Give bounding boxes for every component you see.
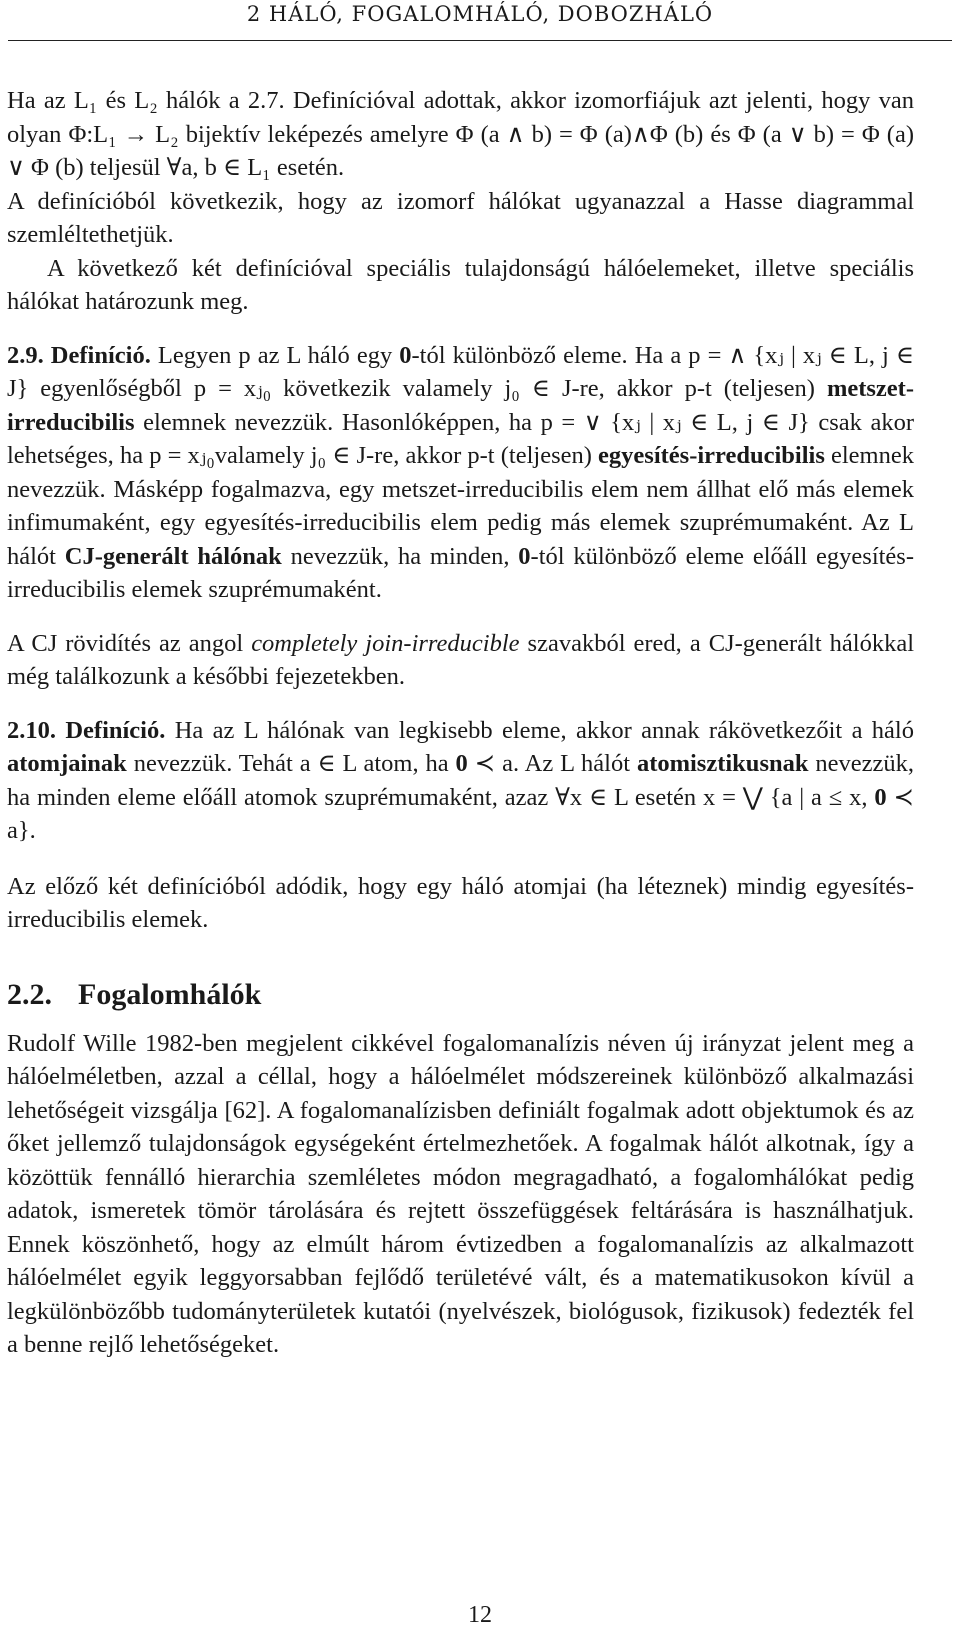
page-number: 12: [468, 1602, 492, 1628]
definition-text: nevezzük, ha minden,: [281, 542, 519, 570]
definition-text: Ha az L hálónak van legkisebb eleme, akkor annak rákövetkezőit a háló: [165, 716, 914, 744]
definition-2-10: [7, 714, 914, 848]
defined-term: atomisztikusnak: [636, 750, 809, 777]
zero-element: 0: [518, 542, 531, 570]
running-header: 2 HÁLÓ, FOGALOMHÁLÓ, DOBOZHÁLÓ: [246, 2, 714, 26]
section-title: Fogalomhálók: [78, 977, 262, 1011]
zero-element: 0: [455, 750, 468, 777]
definition-text: elemnek nevezzük. Hasonlóképpen, ha p = ∨ {xⱼ | xⱼ ∈ L, j ∈ J} csak akor lehetséges, ha p = xⱼ₀valamely j₀ ∈ J-re, akkor p-t (teljesen): [7, 408, 914, 469]
definition-text: -tól különböző eleme előáll egyesítés-irreducibilis elemek szuprémumaként.: [7, 542, 914, 603]
defined-term: metszet-irreducibilis: [7, 375, 914, 436]
definition-text: ≺ a}.: [7, 783, 914, 844]
paragraph-cj-note: [7, 627, 914, 694]
zero-element: 0: [874, 783, 887, 811]
definition-text: -tól különböző eleme. Ha a p = ∧ {xⱼ | xⱼ ∈ L, j ∈ J} egyenlőségből p = xⱼ₀ következik valamely j₀ ∈ J-re, akkor p-t (teljesen): [7, 341, 914, 402]
defined-term: CJ-generált hálónak: [64, 542, 282, 570]
definition-label: 2.10. Definíció.: [7, 716, 166, 744]
defined-term: egyesítés-irreducibilis: [598, 442, 825, 469]
paragraph-hasse: A definícióból következik, hogy az izomorf hálókat ugyanazzal a Hasse diagrammal szemléltethetjük.: [7, 187, 914, 248]
definition-2-9: [7, 339, 914, 607]
italic-term: completely join-irreducible: [251, 629, 520, 657]
paragraph-intro-definitions: A következő két definícióval speciális tulajdonságú hálóelemeket, illetve speciális hálókat határozunk meg.: [7, 254, 914, 315]
note-text: A CJ rövidítés az angol: [7, 629, 252, 657]
zero-element: 0: [399, 341, 412, 369]
section-number: 2.2.: [7, 977, 52, 1011]
header-rule: [8, 40, 952, 41]
definition-text: Legyen p az L háló egy: [150, 341, 400, 369]
paragraph-isomorphism: Ha az L₁ és L₂ hálók a 2.7. Definícióval adottak, akkor izomorfiájuk azt jelenti, hogy van olyan Φ:L₁ → L₂ bijektív leképezés amelyre Φ (a ∧ b) = Φ (a)∧Φ (b) és Φ (a ∨ b) = Φ (a) ∨ Φ (b) teljesül ∀a, b ∈ L₁ esetén.: [7, 87, 914, 181]
section-heading: [7, 977, 914, 1013]
note-text: szavakból ered, a CJ-generált hálókkal még találkozunk a későbbi fejezetekben.: [7, 629, 915, 690]
definition-text: nevezzük. Tehát a ∈ L atom, ha: [126, 750, 456, 777]
definition-label: 2.9. Definíció.: [7, 341, 151, 369]
definition-text: nevezzük, ha minden eleme előáll atomok szuprémumaként, azaz ∀x ∈ L esetén x = ⋁ {a | a ≤ x,: [7, 750, 915, 811]
paragraph-concept-lattices: Rudolf Wille 1982-ben megjelent cikkével fogalomanalízis néven új irányzat jelent meg a hálóelméletben, azzal a céllal, hogy a hálóelmélet módszereinek különböző alkalmazási lehetőségeit vizsgálja [62]. A fogalomanalízisben definiált fogalmak adott objektumok és az őket jellemző tulajdonságok egységeként értelmezhetőek. A fogalmak hálót alkotnak, így a közöttük fennálló hierarchia szemléletes módon megragadható, a fogalomhálókat pedig adatok, ismeretek tömör tárolására és rejtett összefüggések feltárására is használhatjuk. Ennek köszönhető, hogy az elmúlt három évtizedben a fogalomanalízis az alkalmazott hálóelmélet egyik leggyorsabban fejlődő területévé vált, és a matematikusokon kívül a legkülönbözőbb tudományterületek kutatói (nyelvészek, biológusok, fizikusok) fedezték fel a benne rejlő lehetőségeket.: [7, 1029, 914, 1358]
definition-text: elemnek nevezzük. Másképp fogalmazva, egy metszet-irreducibilis elem nem állhat elő más elemek infimumaként, egy egyesítés-irreducibilis elem pedig más elemek szuprémumaként. Az L hálót: [7, 442, 914, 570]
definition-text: ≺ a. Az L hálót: [467, 750, 637, 777]
body-text: [7, 84, 914, 1362]
defined-term: atomjainak: [7, 750, 127, 777]
paragraph-atoms-irreducible: Az előző két definícióból adódik, hogy egy háló atomjai (ha léteznek) mindig egyesítés-irreducibilis elemek.: [7, 872, 914, 933]
